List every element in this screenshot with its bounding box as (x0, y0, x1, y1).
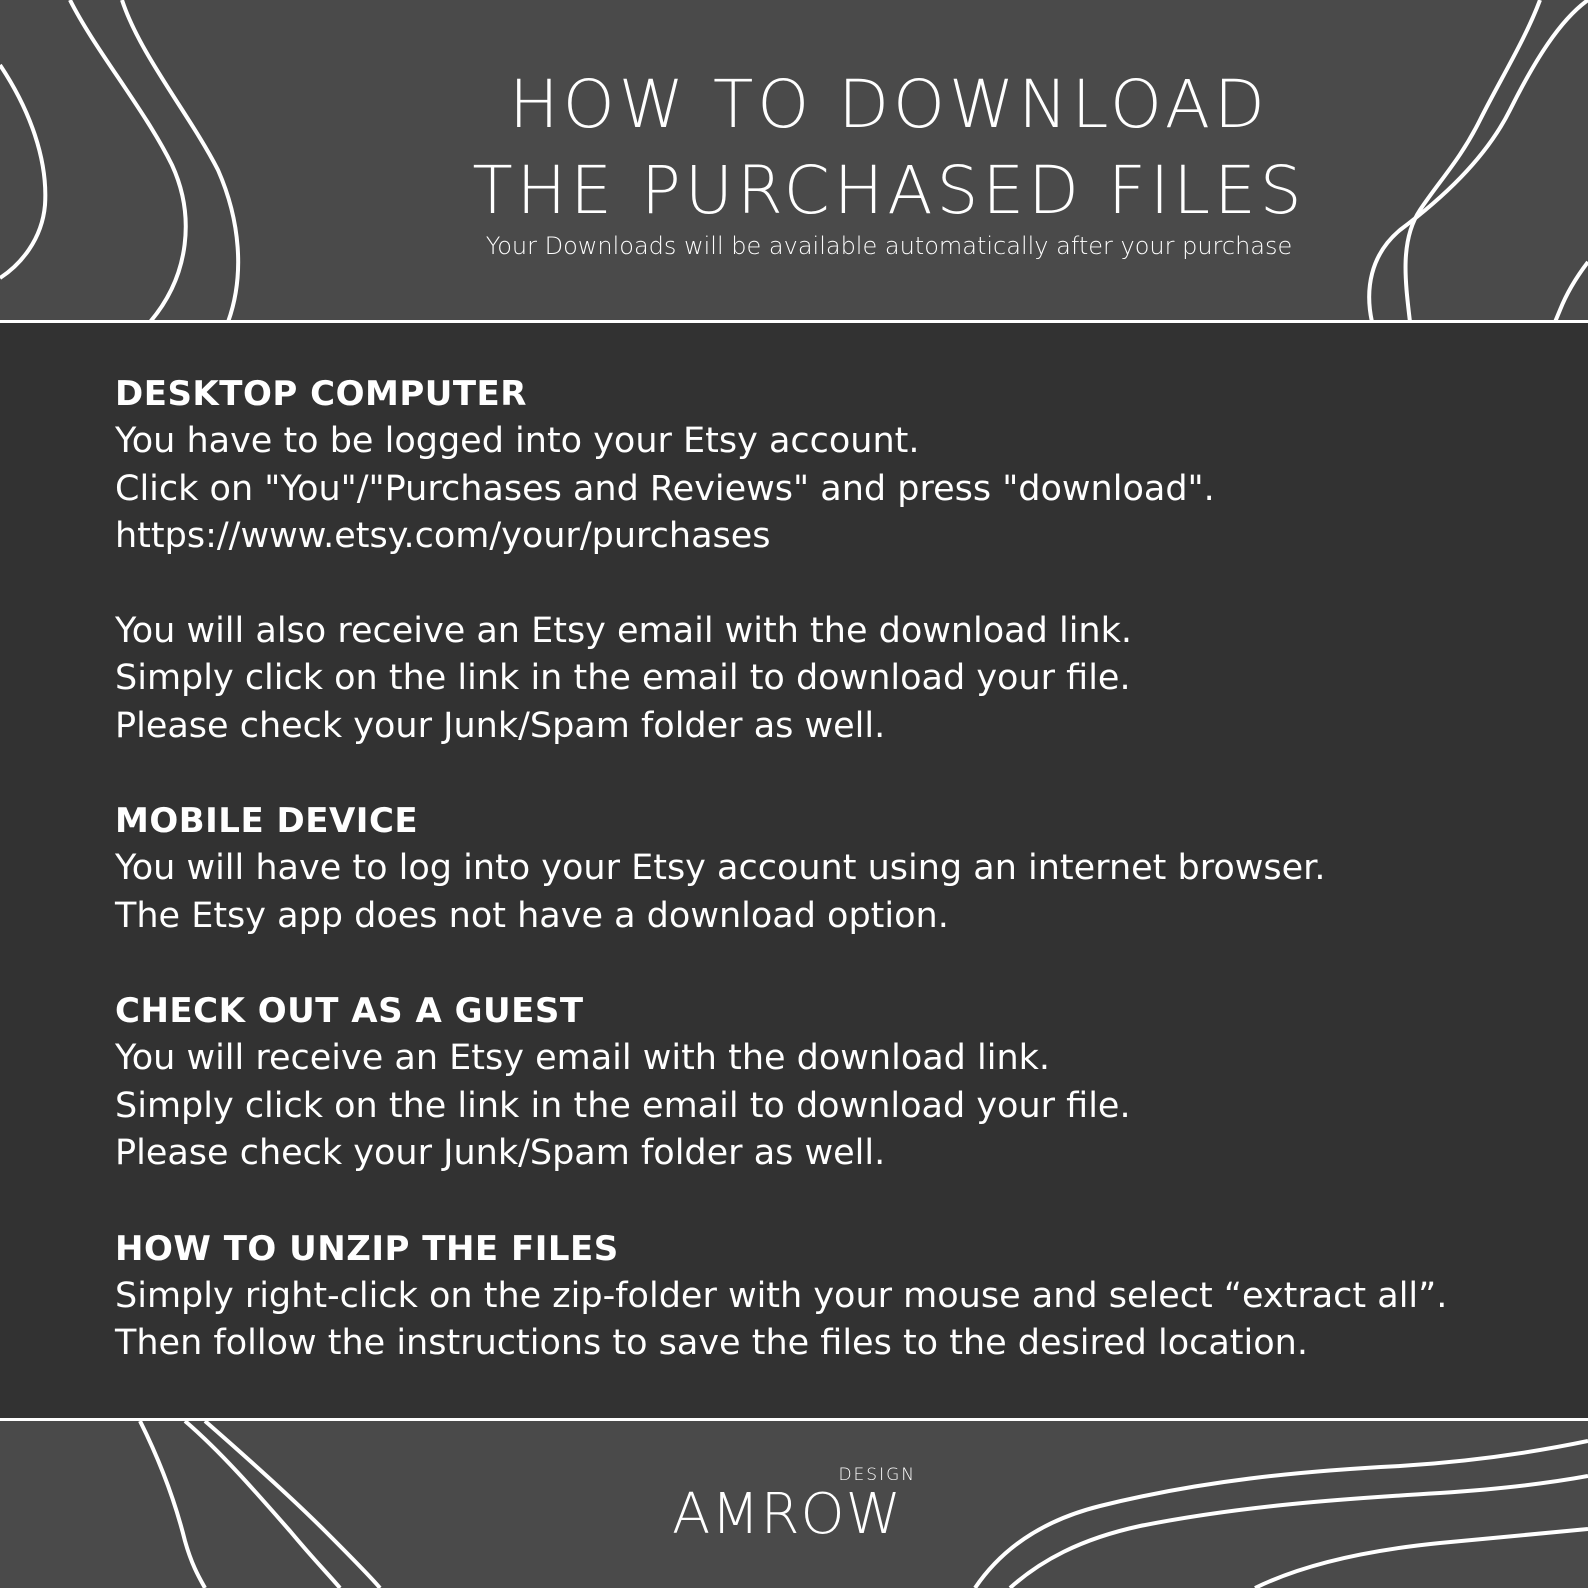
instruction-line: Simply click on the link in the email to download your file. (115, 658, 1131, 698)
instruction-line: Simply right-click on the zip-folder with your mouse and select “extract all”. (115, 1275, 1448, 1316)
section-heading: CHECK OUT AS A GUEST (115, 991, 584, 1031)
logo-design-text: DESIGN (838, 1465, 916, 1485)
instruction-line: Click on "You"/"Purchases and Reviews" and press "download". (115, 468, 1215, 509)
section-heading: DESKTOP COMPUTER (115, 374, 527, 414)
page-subtitle: Your Downloads will be available automatically after your purchase (485, 232, 1293, 260)
instructions-panel (0, 323, 1588, 1418)
spacer (115, 561, 1515, 608)
instruction-line: Please check your Junk/Spam folder as well. (115, 1133, 886, 1173)
section-mobile-device (115, 798, 1515, 940)
instruction-line: You will also receive an Etsy email with the download link. (115, 610, 1132, 651)
instruction-line: The Etsy app does not have a download option. (115, 895, 949, 936)
instruction-line: You will have to log into your Etsy account using an internet browser. (115, 848, 1326, 888)
title-line-2: THE PURCHASED FILES (472, 152, 1306, 229)
instruction-line: Please check your Junk/Spam folder as well. (115, 705, 886, 746)
header-banner (0, 0, 1588, 322)
section-unzip-files (115, 1226, 1515, 1368)
page-title (0, 62, 1588, 234)
instruction-line: You have to be logged into your Etsy account. (115, 421, 920, 461)
instruction-line: You will receive an Etsy email with the download link. (115, 1038, 1051, 1078)
section-desktop-computer (115, 371, 1515, 750)
purchases-link[interactable]: https://www.etsy.com/your/purchases (115, 516, 771, 556)
instructions-text (115, 371, 1515, 1416)
instruction-line: Simply click on the link in the email to download your file. (115, 1085, 1131, 1126)
footer-banner (0, 1421, 1588, 1588)
brand-logo (672, 1465, 922, 1545)
instruction-line: Then follow the instructions to save the files to the desired location. (115, 1323, 1308, 1363)
logo-main-text: AMROW (672, 1482, 902, 1547)
title-line-1: HOW TO DOWNLOAD (509, 66, 1269, 143)
section-heading: HOW TO UNZIP THE FILES (115, 1228, 619, 1269)
section-guest-checkout (115, 988, 1515, 1178)
section-heading: MOBILE DEVICE (115, 801, 419, 841)
